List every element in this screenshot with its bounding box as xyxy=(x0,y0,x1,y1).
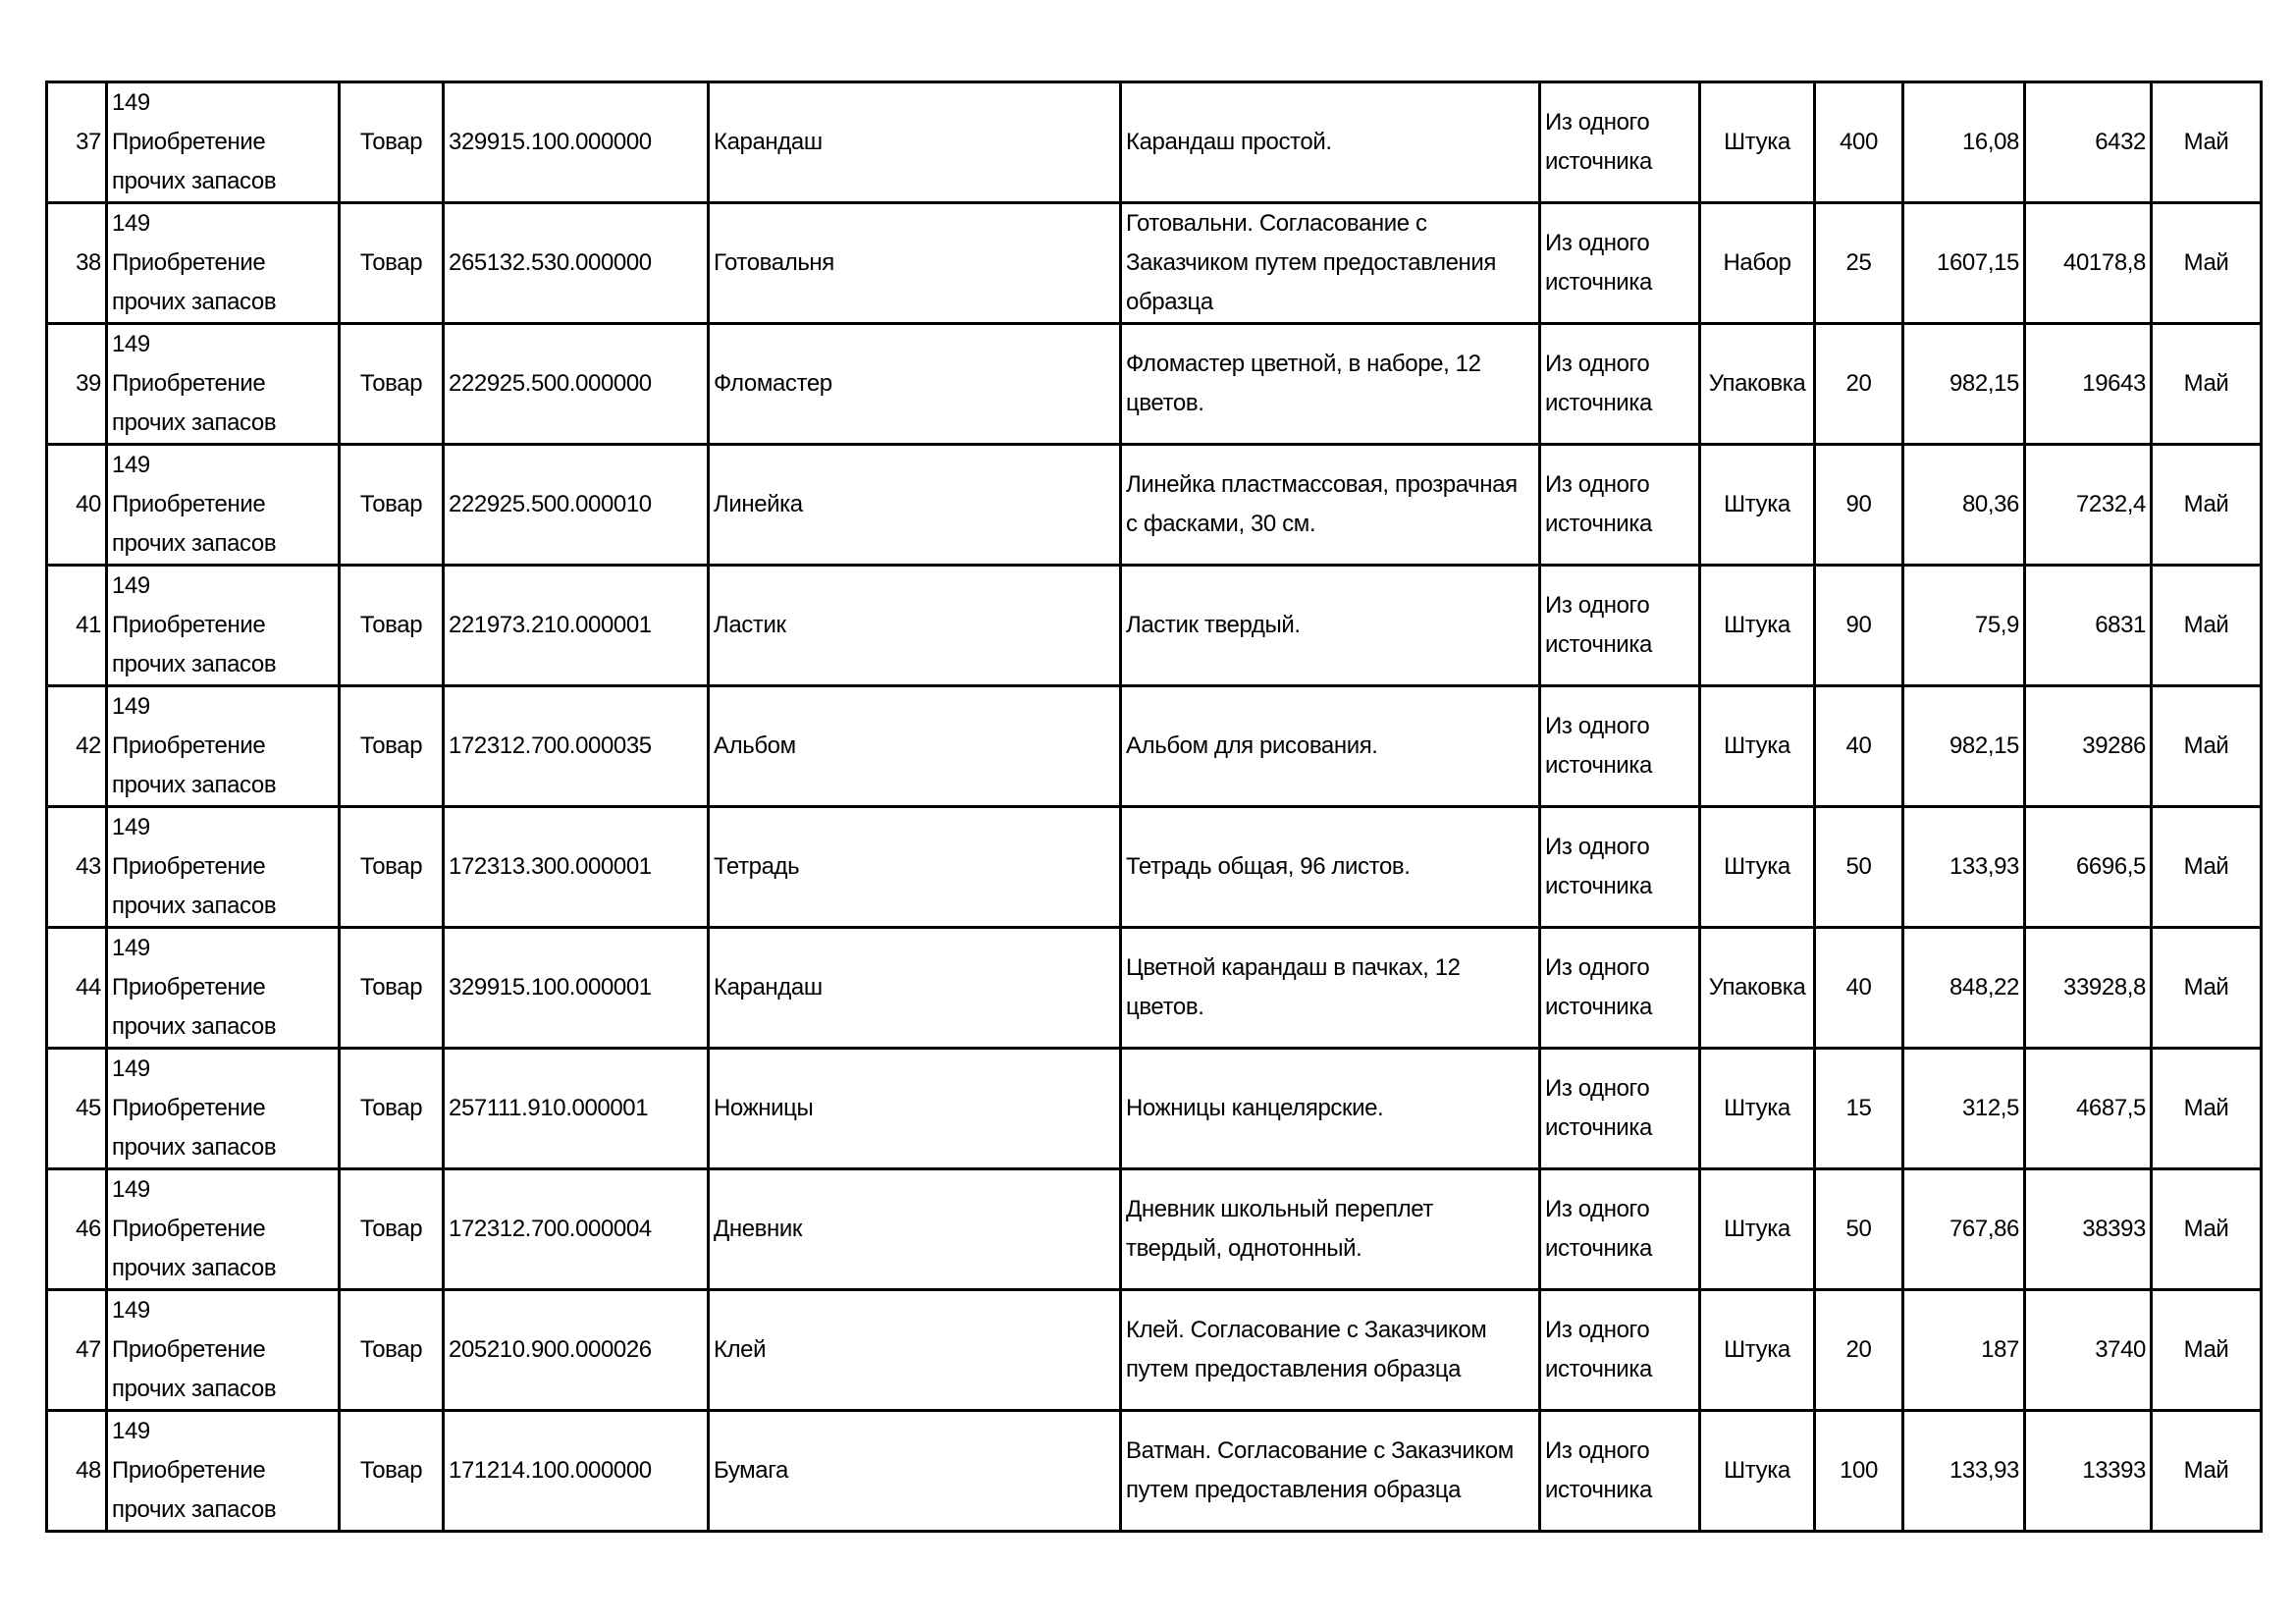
unit-cell: Набор xyxy=(1700,203,1815,324)
total-sum-cell: 40178,8 xyxy=(2025,203,2152,324)
month-cell: Май xyxy=(2152,928,2262,1049)
specifics-cell xyxy=(107,203,340,324)
unit-price-cell: 312,5 xyxy=(1903,1049,2025,1169)
item-name-cell: Бумага xyxy=(709,1411,1121,1532)
total-sum-cell: 6432 xyxy=(2025,82,2152,203)
procurement-method-cell: Из одного источника xyxy=(1540,445,1700,566)
item-code-cell: 172313.300.000001 xyxy=(444,807,709,928)
item-code-cell: 172312.700.000004 xyxy=(444,1169,709,1290)
total-sum-cell: 7232,4 xyxy=(2025,445,2152,566)
item-type-cell: Товар xyxy=(340,566,444,686)
unit-cell: Упаковка xyxy=(1700,928,1815,1049)
month-cell: Май xyxy=(2152,686,2262,807)
total-sum-cell: 38393 xyxy=(2025,1169,2152,1290)
unit-cell: Штука xyxy=(1700,445,1815,566)
item-name-cell: Дневник xyxy=(709,1169,1121,1290)
row-number-cell: 40 xyxy=(47,445,107,566)
specifics-code: 149 xyxy=(112,1176,150,1203)
procurement-method-cell: Из одного источника xyxy=(1540,928,1700,1049)
table-row xyxy=(47,1049,2262,1169)
item-name-cell: Альбом xyxy=(709,686,1121,807)
specifics-cell xyxy=(107,1411,340,1532)
procurement-method-cell: Из одного источника xyxy=(1540,686,1700,807)
table-row xyxy=(47,1169,2262,1290)
item-description-cell: Цветной карандаш в пачках, 12 цветов. xyxy=(1121,928,1540,1049)
row-number-cell: 39 xyxy=(47,324,107,445)
item-type-cell: Товар xyxy=(340,445,444,566)
item-code-cell: 265132.530.000000 xyxy=(444,203,709,324)
unit-price-cell: 982,15 xyxy=(1903,324,2025,445)
table-row xyxy=(47,928,2262,1049)
item-name-cell: Клей xyxy=(709,1290,1121,1411)
quantity-cell: 40 xyxy=(1815,928,1903,1049)
month-cell: Май xyxy=(2152,324,2262,445)
item-type-cell: Товар xyxy=(340,1049,444,1169)
unit-cell: Штука xyxy=(1700,1411,1815,1532)
item-type-cell: Товар xyxy=(340,1169,444,1290)
specifics-code: 149 xyxy=(112,210,150,237)
month-cell: Май xyxy=(2152,1290,2262,1411)
table-row xyxy=(47,1290,2262,1411)
specifics-code: 149 xyxy=(112,693,150,720)
unit-price-cell: 80,36 xyxy=(1903,445,2025,566)
item-description-cell: Тетрадь общая, 96 листов. xyxy=(1121,807,1540,928)
item-code-cell: 222925.500.000000 xyxy=(444,324,709,445)
specifics-label: Приобретение прочих запасов xyxy=(112,1216,277,1281)
item-description-cell: Альбом для рисования. xyxy=(1121,686,1540,807)
specifics-cell xyxy=(107,1290,340,1411)
procurement-method-cell: Из одного источника xyxy=(1540,324,1700,445)
total-sum-cell: 6696,5 xyxy=(2025,807,2152,928)
table-row xyxy=(47,203,2262,324)
quantity-cell: 20 xyxy=(1815,1290,1903,1411)
unit-cell: Штука xyxy=(1700,1049,1815,1169)
unit-price-cell: 982,15 xyxy=(1903,686,2025,807)
row-number-cell: 44 xyxy=(47,928,107,1049)
procurement-method-cell: Из одного источника xyxy=(1540,807,1700,928)
specifics-label: Приобретение прочих запасов xyxy=(112,1336,277,1402)
item-code-cell: 171214.100.000000 xyxy=(444,1411,709,1532)
specifics-label: Приобретение прочих запасов xyxy=(112,974,277,1040)
item-description-cell: Карандаш простой. xyxy=(1121,82,1540,203)
specifics-code: 149 xyxy=(112,1418,150,1444)
unit-price-cell: 16,08 xyxy=(1903,82,2025,203)
specifics-label: Приобретение прочих запасов xyxy=(112,612,277,677)
unit-cell: Штука xyxy=(1700,1169,1815,1290)
total-sum-cell: 6831 xyxy=(2025,566,2152,686)
unit-price-cell: 848,22 xyxy=(1903,928,2025,1049)
table-body xyxy=(47,82,2262,1532)
total-sum-cell: 13393 xyxy=(2025,1411,2152,1532)
item-description-cell: Готовальни. Согласование с Заказчиком путем предоставления образца xyxy=(1121,203,1540,324)
row-number-cell: 42 xyxy=(47,686,107,807)
row-number-cell: 47 xyxy=(47,1290,107,1411)
item-name-cell: Ножницы xyxy=(709,1049,1121,1169)
month-cell: Май xyxy=(2152,1169,2262,1290)
unit-price-cell: 133,93 xyxy=(1903,1411,2025,1532)
specifics-cell xyxy=(107,686,340,807)
procurement-method-cell: Из одного источника xyxy=(1540,203,1700,324)
month-cell: Май xyxy=(2152,82,2262,203)
specifics-code: 149 xyxy=(112,572,150,599)
total-sum-cell: 4687,5 xyxy=(2025,1049,2152,1169)
month-cell: Май xyxy=(2152,566,2262,686)
unit-cell: Штука xyxy=(1700,686,1815,807)
total-sum-cell: 19643 xyxy=(2025,324,2152,445)
total-sum-cell: 33928,8 xyxy=(2025,928,2152,1049)
item-code-cell: 329915.100.000001 xyxy=(444,928,709,1049)
quantity-cell: 15 xyxy=(1815,1049,1903,1169)
item-code-cell: 257111.910.000001 xyxy=(444,1049,709,1169)
total-sum-cell: 39286 xyxy=(2025,686,2152,807)
row-number-cell: 41 xyxy=(47,566,107,686)
specifics-cell xyxy=(107,1049,340,1169)
month-cell: Май xyxy=(2152,445,2262,566)
quantity-cell: 25 xyxy=(1815,203,1903,324)
item-name-cell: Ластик xyxy=(709,566,1121,686)
procurement-method-cell: Из одного источника xyxy=(1540,1411,1700,1532)
row-number-cell: 37 xyxy=(47,82,107,203)
quantity-cell: 50 xyxy=(1815,807,1903,928)
table-row xyxy=(47,82,2262,203)
specifics-cell xyxy=(107,324,340,445)
row-number-cell: 46 xyxy=(47,1169,107,1290)
specifics-label: Приобретение прочих запасов xyxy=(112,491,277,557)
procurement-method-cell: Из одного источника xyxy=(1540,1049,1700,1169)
procurement-method-cell: Из одного источника xyxy=(1540,82,1700,203)
specifics-cell xyxy=(107,566,340,686)
month-cell: Май xyxy=(2152,203,2262,324)
specifics-label: Приобретение прочих запасов xyxy=(112,732,277,798)
item-type-cell: Товар xyxy=(340,324,444,445)
specifics-label: Приобретение прочих запасов xyxy=(112,129,277,194)
unit-price-cell: 1607,15 xyxy=(1903,203,2025,324)
procurement-method-cell: Из одного источника xyxy=(1540,1169,1700,1290)
unit-cell: Упаковка xyxy=(1700,324,1815,445)
specifics-cell xyxy=(107,1169,340,1290)
specifics-label: Приобретение прочих запасов xyxy=(112,249,277,315)
specifics-code: 149 xyxy=(112,331,150,357)
item-name-cell: Фломастер xyxy=(709,324,1121,445)
table-row xyxy=(47,566,2262,686)
specifics-cell xyxy=(107,445,340,566)
specifics-code: 149 xyxy=(112,89,150,116)
specifics-code: 149 xyxy=(112,1297,150,1324)
item-type-cell: Товар xyxy=(340,1411,444,1532)
quantity-cell: 90 xyxy=(1815,445,1903,566)
quantity-cell: 90 xyxy=(1815,566,1903,686)
specifics-code: 149 xyxy=(112,452,150,478)
specifics-cell xyxy=(107,807,340,928)
item-description-cell: Дневник школьный переплет твердый, однотонный. xyxy=(1121,1169,1540,1290)
procurement-table xyxy=(45,81,2263,1533)
table-row xyxy=(47,686,2262,807)
specifics-cell xyxy=(107,928,340,1049)
quantity-cell: 50 xyxy=(1815,1169,1903,1290)
item-description-cell: Ножницы канцелярские. xyxy=(1121,1049,1540,1169)
item-description-cell: Клей. Согласование с Заказчиком путем предоставления образца xyxy=(1121,1290,1540,1411)
specifics-label: Приобретение прочих запасов xyxy=(112,1095,277,1161)
item-type-cell: Товар xyxy=(340,686,444,807)
quantity-cell: 40 xyxy=(1815,686,1903,807)
month-cell: Май xyxy=(2152,807,2262,928)
item-name-cell: Готовальня xyxy=(709,203,1121,324)
row-number-cell: 43 xyxy=(47,807,107,928)
item-description-cell: Ластик твердый. xyxy=(1121,566,1540,686)
table-row xyxy=(47,445,2262,566)
specifics-code: 149 xyxy=(112,1056,150,1082)
month-cell: Май xyxy=(2152,1411,2262,1532)
item-type-cell: Товар xyxy=(340,928,444,1049)
table-row xyxy=(47,1411,2262,1532)
item-code-cell: 222925.500.000010 xyxy=(444,445,709,566)
item-name-cell: Линейка xyxy=(709,445,1121,566)
quantity-cell: 400 xyxy=(1815,82,1903,203)
item-description-cell: Ватман. Согласование с Заказчиком путем предоставления образца xyxy=(1121,1411,1540,1532)
unit-cell: Штука xyxy=(1700,82,1815,203)
quantity-cell: 20 xyxy=(1815,324,1903,445)
item-type-cell: Товар xyxy=(340,807,444,928)
item-description-cell: Фломастер цветной, в наборе, 12 цветов. xyxy=(1121,324,1540,445)
item-type-cell: Товар xyxy=(340,203,444,324)
item-code-cell: 205210.900.000026 xyxy=(444,1290,709,1411)
specifics-cell xyxy=(107,82,340,203)
item-name-cell: Карандаш xyxy=(709,82,1121,203)
unit-price-cell: 75,9 xyxy=(1903,566,2025,686)
specifics-label: Приобретение прочих запасов xyxy=(112,370,277,436)
row-number-cell: 38 xyxy=(47,203,107,324)
procurement-method-cell: Из одного источника xyxy=(1540,566,1700,686)
month-cell: Май xyxy=(2152,1049,2262,1169)
procurement-method-cell: Из одного источника xyxy=(1540,1290,1700,1411)
unit-cell: Штука xyxy=(1700,566,1815,686)
unit-cell: Штука xyxy=(1700,807,1815,928)
specifics-label: Приобретение прочих запасов xyxy=(112,1457,277,1523)
total-sum-cell: 3740 xyxy=(2025,1290,2152,1411)
specifics-code: 149 xyxy=(112,814,150,840)
table-row xyxy=(47,807,2262,928)
specifics-label: Приобретение прочих запасов xyxy=(112,853,277,919)
unit-price-cell: 133,93 xyxy=(1903,807,2025,928)
row-number-cell: 48 xyxy=(47,1411,107,1532)
item-code-cell: 221973.210.000001 xyxy=(444,566,709,686)
unit-price-cell: 187 xyxy=(1903,1290,2025,1411)
item-description-cell: Линейка пластмассовая, прозрачная с фасками, 30 см. xyxy=(1121,445,1540,566)
unit-price-cell: 767,86 xyxy=(1903,1169,2025,1290)
item-code-cell: 172312.700.000035 xyxy=(444,686,709,807)
item-type-cell: Товар xyxy=(340,1290,444,1411)
item-name-cell: Тетрадь xyxy=(709,807,1121,928)
unit-cell: Штука xyxy=(1700,1290,1815,1411)
specifics-code: 149 xyxy=(112,935,150,961)
table-row xyxy=(47,324,2262,445)
item-code-cell: 329915.100.000000 xyxy=(444,82,709,203)
item-type-cell: Товар xyxy=(340,82,444,203)
item-name-cell: Карандаш xyxy=(709,928,1121,1049)
row-number-cell: 45 xyxy=(47,1049,107,1169)
quantity-cell: 100 xyxy=(1815,1411,1903,1532)
